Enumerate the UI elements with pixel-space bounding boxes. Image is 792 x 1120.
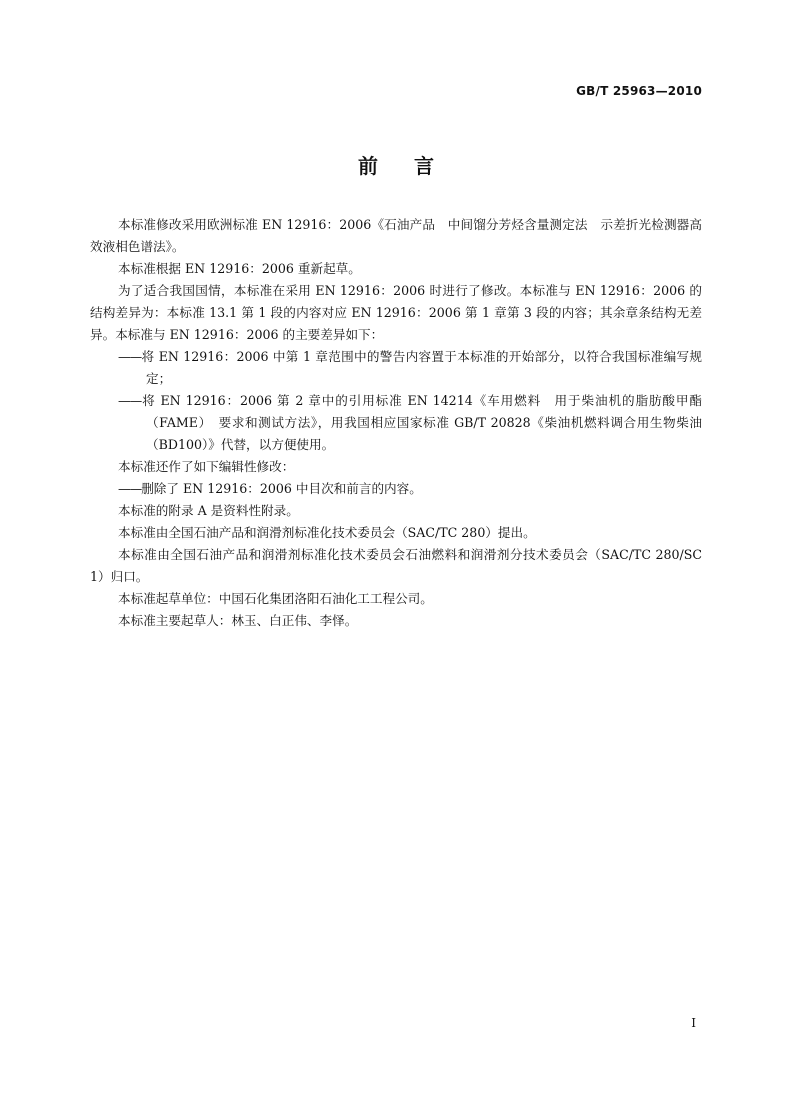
paragraph-administered-by: 本标准由全国石油产品和润滑剂标准化技术委员会石油燃料和润滑剂分技术委员会（SAC/TC 280/SC 1）归口。: [90, 547, 702, 584]
list-item-reference: —— 将 EN 12916：2006 第 2 章中的引用标准 EN 14214《车用燃料 用于柴油机的脂肪酸甲酯（FAME） 要求和测试方法》，用我国相应国家标准 GB/T 20828《柴油机燃料调合用生物柴油（BD100）》代替，以方便使用。: [90, 390, 702, 456]
paragraph-proposed-by: 本标准由全国石油产品和润滑剂标准化技术委员会（SAC/TC 280）提出。: [118, 525, 536, 540]
paragraph-adoption: 本标准修改采用欧洲标准 EN 12916：2006《石油产品 中间馏分芳烃含量测定法 示差折光检测器高效液相色谱法》。: [90, 217, 702, 254]
paragraph-modifications: 为了适合我国国情，本标准在采用 EN 12916：2006 时进行了修改。本标准与 EN 12916：2006 的结构差异为：本标准 13.1 第 1 段的内容对应 EN 12916：2006 第 1 章第 3 段的内容；其余章条结构无差异。本标准与 EN 12916：2006 的主要差异如下：: [90, 283, 702, 342]
paragraph-annex: 本标准的附录 A 是资料性附录。: [118, 503, 299, 518]
page-title: 前言: [358, 154, 470, 178]
page-number: I: [691, 1016, 696, 1030]
list-item-warning: —— 将 EN 12916：2006 中第 1 章范围中的警告内容置于本标准的开始部分，以符合我国标准编写规定；: [90, 346, 702, 390]
paragraph-editorial: 本标准还作了如下编辑性修改：: [118, 459, 295, 474]
standard-number: GB/T 25963—2010: [576, 84, 702, 98]
foreword-body: [90, 214, 702, 632]
paragraph-redrafted: 本标准根据 EN 12916：2006 重新起草。: [118, 261, 361, 276]
list-item-deleted: —— 删除了 EN 12916：2006 中目次和前言的内容。: [90, 478, 702, 500]
paragraph-drafting-unit: 本标准起草单位：中国石化集团洛阳石油化工工程公司。: [118, 591, 433, 606]
paragraph-drafters: 本标准主要起草人：林玉、白正伟、李怿。: [118, 613, 358, 628]
